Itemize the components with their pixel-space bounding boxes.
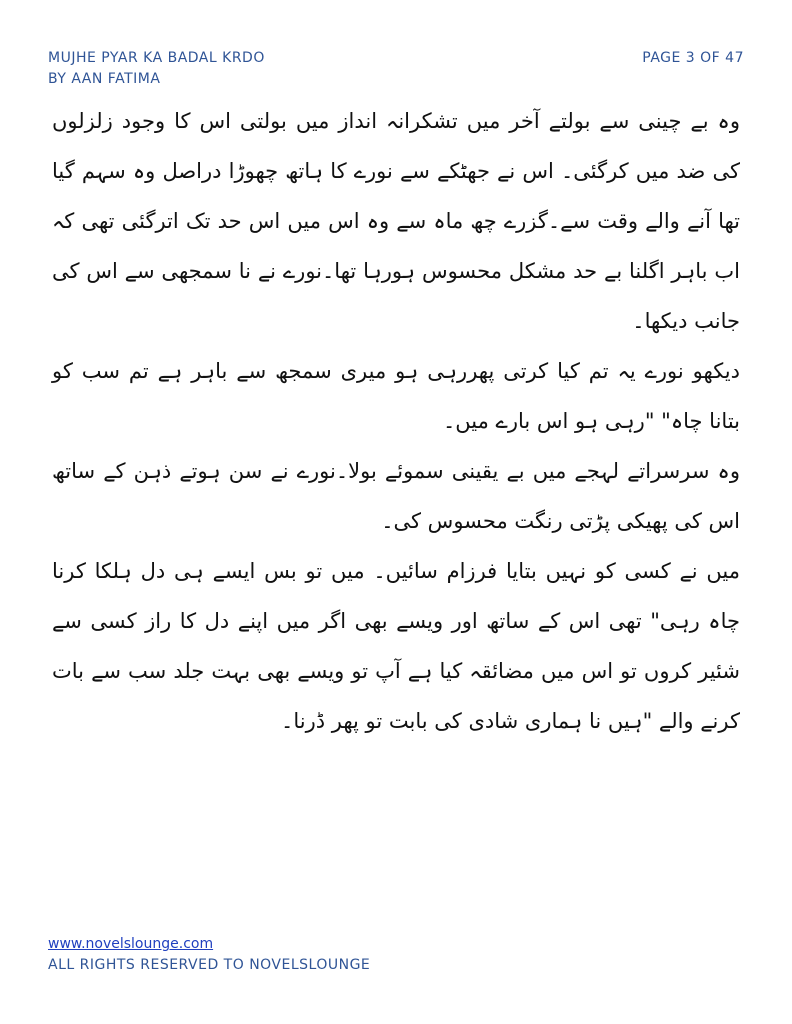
page-number: PAGE 3 OF 47 — [642, 50, 744, 66]
paragraph: دیکھو نورے یہ تم کیا کرتی پھررہی ہو میری سمجھ سے باہر ہے تم سب کو بتانا چاہ" "رہی ہو اس بارے میں۔ — [52, 359, 740, 433]
page-footer — [48, 934, 370, 976]
rights-notice: ALL RIGHTS RESERVED TO NOVELSLOUNGE — [48, 957, 371, 973]
paragraph: وہ سرسراتے لہجے میں بے یقینی سموئے بولا۔نورے نے سن ہوتے ذہن کے ساتھ اس کی پھیکی پڑتی رنگت محسوس کی۔ — [52, 459, 740, 533]
paragraph: وہ بے چینی سے بولتے آخر میں تشکرانہ انداز میں بولتی اس کا وجود زلزلوں کی ضد میں کرگئی۔ اس نے جھٹکے سے نورے کا ہاتھ چھوڑا دراصل وہ سہم گیا تھا آنے والے وقت سے۔گزرے چھ ماہ سے وہ اس میں اس حد تک اترگئی تھی کہ اب باہر اگلنا بے حد مشکل محسوس ہورہا تھا۔نورے نے نا سمجھی سے اس کی جانب دیکھا۔ — [52, 109, 740, 333]
header-left — [48, 48, 265, 90]
story-body — [52, 96, 740, 746]
website-link[interactable]: www.novelslounge.com — [48, 936, 214, 952]
paragraph: میں نے کسی کو نہیں بتایا فرزام سائیں۔ میں تو بس ایسے ہی دل ہلکا کرنا چاہ رہی" تھی اس کے ساتھ اور ویسے بھی اگر میں اپنے دل کا راز کسی سے شئیر کروں تو اس میں مضائقہ کیا ہے آپ تو ویسے بھی بہت جلد سب سے بات کرنے والے "ہیں نا ہماری شادی کی بابت تو پھر ڈرنا۔ — [52, 559, 740, 733]
author-line: BY AAN FATIMA — [48, 71, 161, 87]
novel-title: MUJHE PYAR KA BADAL KRDO — [48, 50, 265, 66]
